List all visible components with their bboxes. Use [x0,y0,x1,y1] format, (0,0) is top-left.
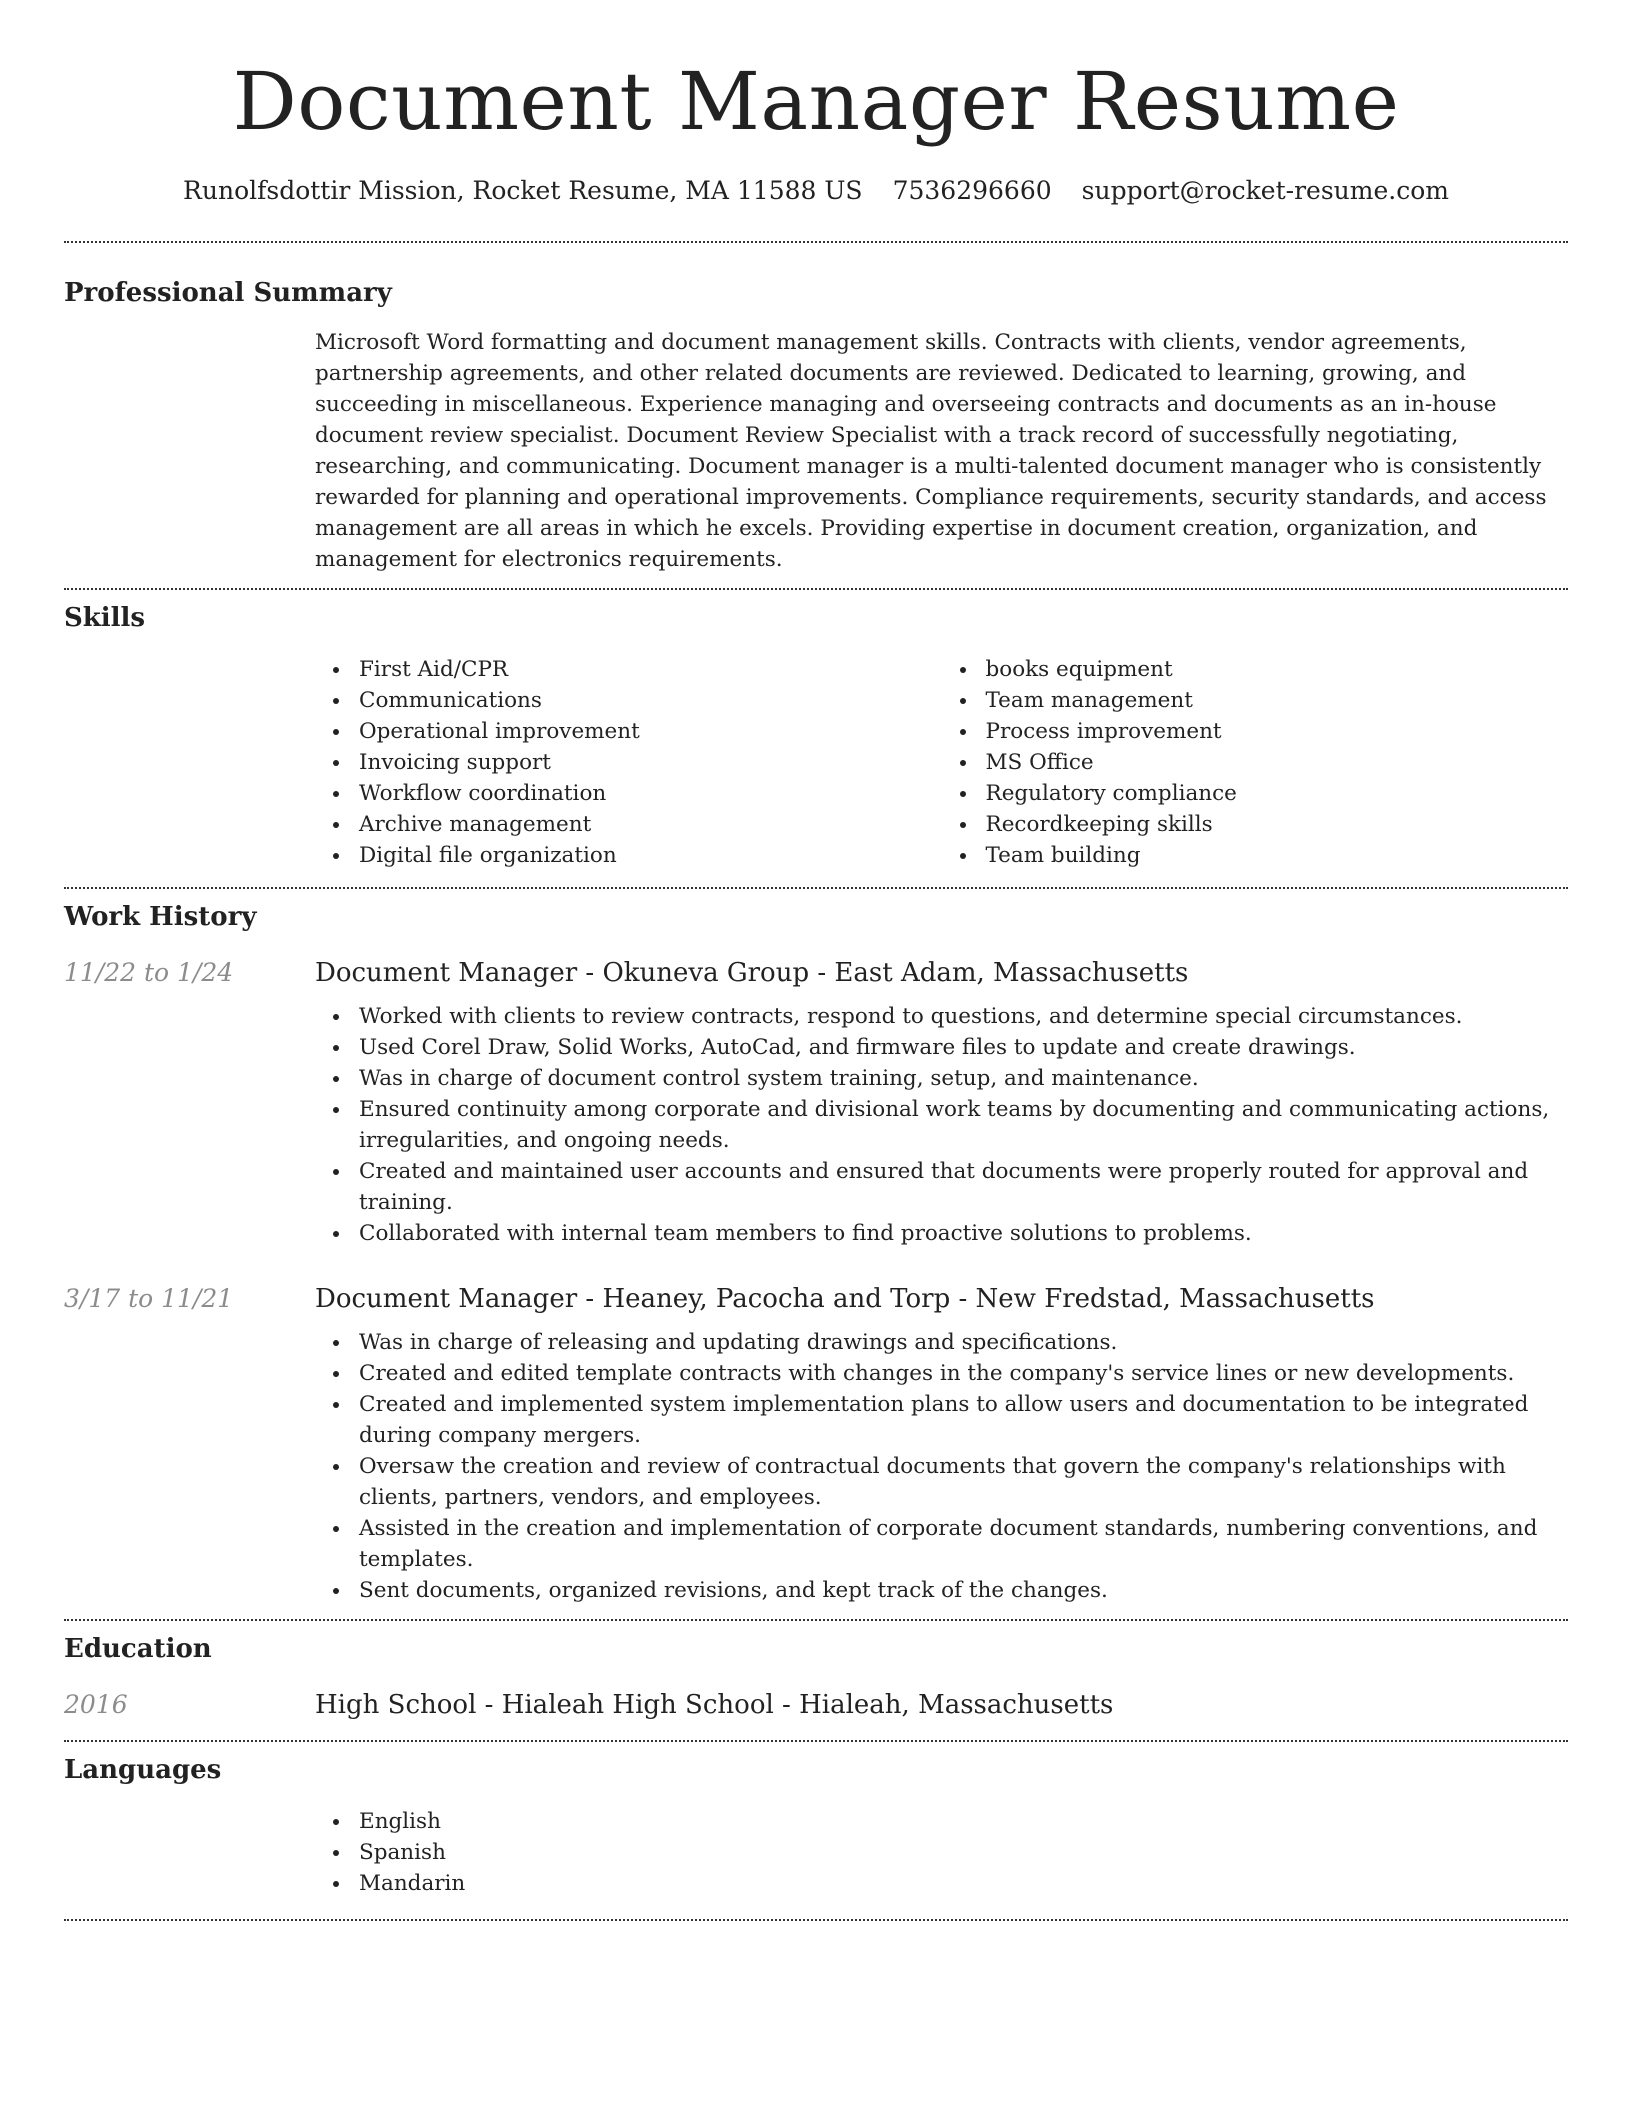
job-bullet: Sent documents, organized revisions, and kept track of the changes. [359,1575,1568,1606]
skill-item: Archive management [359,809,942,840]
education-section [64,1621,1568,1722]
skill-item: Operational improvement [359,716,942,747]
job-bullet: Created and implemented system implementation plans to allow users and documentation to be integrated during company mergers. [359,1389,1568,1451]
skill-item: Team building [986,840,1569,871]
contact-email: support@rocket-resume.com [1081,176,1449,205]
summary-section [64,243,1568,575]
education-year: 2016 [64,1690,128,1719]
resume-page [64,0,1568,1921]
skill-item: Recordkeeping skills [986,809,1569,840]
job-title: Document Manager - Heaney, Pacocha and Torp - New Fredstad, Massachusetts [315,1284,1375,1314]
job-bullet: Collaborated with internal team members to find proactive solutions to problems. [359,1218,1568,1249]
skill-item: Communications [359,685,942,716]
job-bullet: Worked with clients to review contracts, respond to questions, and determine special circumstances. [359,1001,1568,1032]
skill-item: Workflow coordination [359,778,942,809]
job-details [315,1327,1568,1606]
skills-list-left [315,654,942,871]
skills-list-right [942,654,1569,871]
summary-heading: Professional Summary [64,278,392,308]
skills-grid [315,654,1568,871]
skill-item: Process improvement [986,716,1569,747]
contact-address: Runolfsdottir Mission, Rocket Resume, MA 11588 US [183,176,863,205]
skill-item: Team management [986,685,1569,716]
job-bullet: Created and edited template contracts with changes in the company's service lines or new developments. [359,1358,1568,1389]
contact-line [64,174,1568,208]
job-entry [64,956,1568,1249]
job-bullets [315,1001,1568,1249]
languages-content [315,1806,1568,1899]
job-entry [64,1282,1568,1606]
job-bullet: Assisted in the creation and implementation of corporate document standards, numbering conventions, and templates. [359,1513,1568,1575]
skill-item: Digital file organization [359,840,942,871]
job-bullet: Was in charge of releasing and updating drawings and specifications. [359,1327,1568,1358]
skill-item: Regulatory compliance [986,778,1569,809]
language-item: Spanish [359,1837,1568,1868]
job-bullets [315,1327,1568,1606]
skills-heading: Skills [64,603,146,633]
summary-text: Microsoft Word formatting and document management skills. Contracts with clients, vendor agreements, partnership agreements, and other related documents are reviewed. Dedicated to learning, growing, and succeeding in miscellaneous. Experience managing and overseeing contracts and documents as an in-house document review specialist. Document Review Specialist with a track record of successfully negotiating, researching, and communicating. Document manager is a multi-talented document manager who is consistently rewarded for planning and operational improvements. Compliance requirements, security standards, and access management are all areas in which he excels. Providing expertise in document creation, organization, and management for electronics requirements. [315,330,1547,572]
job-bullet: Was in charge of document control system training, setup, and maintenance. [359,1063,1568,1094]
job-bullet: Ensured continuity among corporate and divisional work teams by documenting and communicating actions, irregularities, and ongoing needs. [359,1094,1568,1156]
skill-item: First Aid/CPR [359,654,942,685]
languages-list [315,1806,1568,1899]
work-heading: Work History [64,902,257,932]
language-item: English [359,1806,1568,1837]
job-details [315,1001,1568,1249]
work-section [64,889,1568,1606]
job-dates: 11/22 to 1/24 [64,958,234,987]
skill-item: books equipment [986,654,1569,685]
languages-section [64,1742,1568,1899]
divider [64,1919,1568,1921]
skill-item: MS Office [986,747,1569,778]
skills-section [64,590,1568,871]
job-bullet: Used Corel Draw, Solid Works, AutoCad, and firmware files to update and create drawings. [359,1032,1568,1063]
languages-heading: Languages [64,1755,222,1785]
summary-content [315,327,1568,575]
language-item: Mandarin [359,1868,1568,1899]
skills-content [315,654,1568,871]
contact-phone: 7536296660 [892,176,1052,205]
resume-title: Document Manager Resume [232,55,1400,148]
education-entry [64,1688,1568,1722]
education-heading: Education [64,1634,212,1664]
job-bullet: Created and maintained user accounts and ensured that documents were properly routed for approval and training. [359,1156,1568,1218]
education-title: High School - Hialeah High School - Hialeah, Massachusetts [315,1690,1114,1720]
job-bullet: Oversaw the creation and review of contractual documents that govern the company's relationships with clients, partners, vendors, and employees. [359,1451,1568,1513]
job-title: Document Manager - Okuneva Group - East Adam, Massachusetts [315,958,1189,988]
job-dates: 3/17 to 11/21 [64,1284,234,1313]
skill-item: Invoicing support [359,747,942,778]
